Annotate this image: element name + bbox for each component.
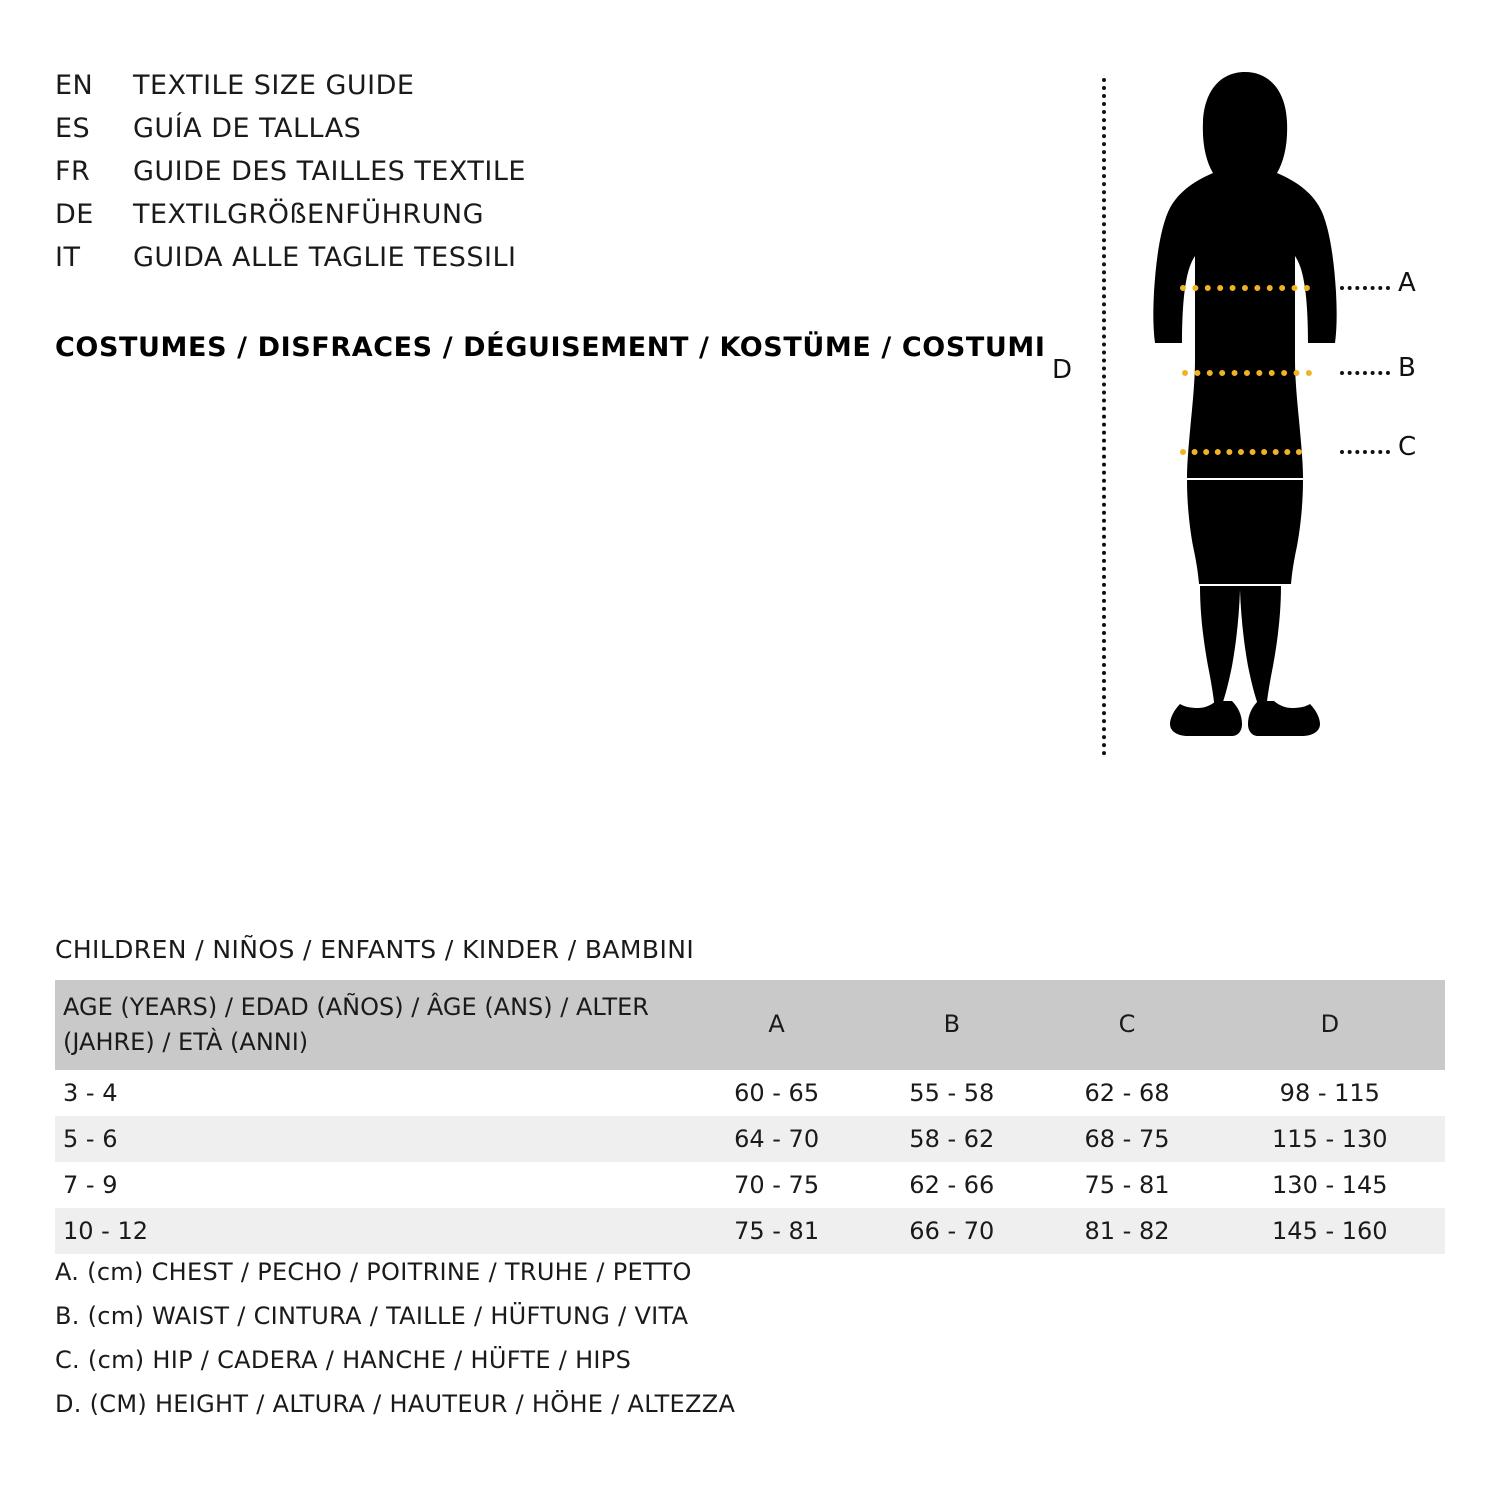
figure-label-a: A [1398, 268, 1416, 298]
size-table-block [55, 935, 1445, 1254]
legend-item-hip: C. (cm) HIP / CADERA / HANCHE / HÜFTE / HIPS [55, 1346, 632, 1374]
height-axis-line [1102, 78, 1106, 756]
waist-measure-line [1182, 370, 1312, 376]
cell-age: 10 - 12 [55, 1208, 689, 1254]
cell-a: 64 - 70 [689, 1116, 864, 1162]
language-list [55, 70, 1035, 285]
cell-c: 81 - 82 [1039, 1208, 1214, 1254]
cell-a: 60 - 65 [734, 1078, 820, 1107]
cell-d: 115 - 130 [1215, 1116, 1445, 1162]
waist-leader-line [1340, 371, 1390, 375]
language-title: GUIDA ALLE TAGLIE TESSILI [133, 242, 517, 273]
table-body [55, 1070, 1445, 1254]
legend-item-height: D. (CM) HEIGHT / ALTURA / HAUTEUR / HÖHE / ALTEZZA [55, 1390, 736, 1418]
legend-item-chest: A. (cm) CHEST / PECHO / POITRINE / TRUHE / PETTO [55, 1258, 692, 1286]
figure-label-c: C [1398, 432, 1417, 462]
table-header-row [55, 980, 1445, 1070]
costumes-subtitle: COSTUMES / DISFRACES / DÉGUISEMENT / KOSTÜME / COSTUMI [55, 332, 1046, 363]
language-row [55, 199, 1035, 242]
column-header-b: B [864, 980, 1039, 1070]
cell-c: 62 - 68 [1084, 1078, 1170, 1107]
cell-d: 130 - 145 [1272, 1170, 1388, 1199]
cell-b: 55 - 58 [909, 1078, 995, 1107]
cell-age: 5 - 6 [55, 1116, 689, 1162]
table-row [55, 1116, 1445, 1162]
table-row [55, 1162, 1445, 1208]
figure-label-d: D [1052, 355, 1073, 385]
language-code: ES [55, 113, 91, 144]
language-row [55, 70, 1035, 113]
cell-a: 75 - 81 [689, 1208, 864, 1254]
language-code: EN [55, 70, 94, 101]
column-header-d: D [1215, 980, 1445, 1070]
cell-age: 7 - 9 [63, 1170, 118, 1199]
cell-a: 70 - 75 [734, 1170, 820, 1199]
language-code: FR [55, 156, 91, 187]
size-table [55, 980, 1445, 1254]
language-title: TEXTILGRÖßENFÜHRUNG [133, 199, 485, 230]
cell-b: 58 - 62 [864, 1116, 1039, 1162]
table-section-title: CHILDREN / NIÑOS / ENFANTS / KINDER / BAMBINI [55, 935, 695, 964]
language-title: GUIDE DES TAILLES TEXTILE [133, 156, 526, 187]
cell-c: 75 - 81 [1084, 1170, 1170, 1199]
column-header-c: C [1039, 980, 1214, 1070]
legend-item-waist: B. (cm) WAIST / CINTURA / TAILLE / HÜFTUNG / VITA [55, 1302, 689, 1330]
column-header-a: A [689, 980, 864, 1070]
language-code: DE [55, 199, 94, 230]
cell-c: 68 - 75 [1039, 1116, 1214, 1162]
cell-b: 66 - 70 [864, 1208, 1039, 1254]
language-title: TEXTILE SIZE GUIDE [133, 70, 415, 101]
cell-d: 98 - 115 [1279, 1078, 1380, 1107]
table-row [55, 1208, 1445, 1254]
language-row [55, 156, 1035, 199]
hip-leader-line [1340, 450, 1390, 454]
table-row [55, 1070, 1445, 1116]
language-row [55, 113, 1035, 156]
table-header [55, 980, 1445, 1070]
hip-measure-line [1180, 449, 1302, 455]
cell-d: 145 - 160 [1215, 1208, 1445, 1254]
child-silhouette-icon [1120, 60, 1370, 750]
figure-label-b: B [1398, 353, 1416, 383]
language-code: IT [55, 242, 81, 273]
chest-leader-line [1340, 286, 1390, 290]
language-title: GUÍA DE TALLAS [133, 113, 362, 144]
measurement-figure [1030, 60, 1460, 760]
column-header-age: AGE (YEARS) / EDAD (AÑOS) / ÂGE (ANS) / ALTER (JAHRE) / ETÀ (ANNI) [55, 980, 689, 1070]
language-row [55, 242, 1035, 285]
cell-age: 3 - 4 [63, 1078, 118, 1107]
chest-measure-line [1180, 285, 1310, 291]
legend-list [55, 1250, 735, 1426]
cell-b: 62 - 66 [909, 1170, 995, 1199]
